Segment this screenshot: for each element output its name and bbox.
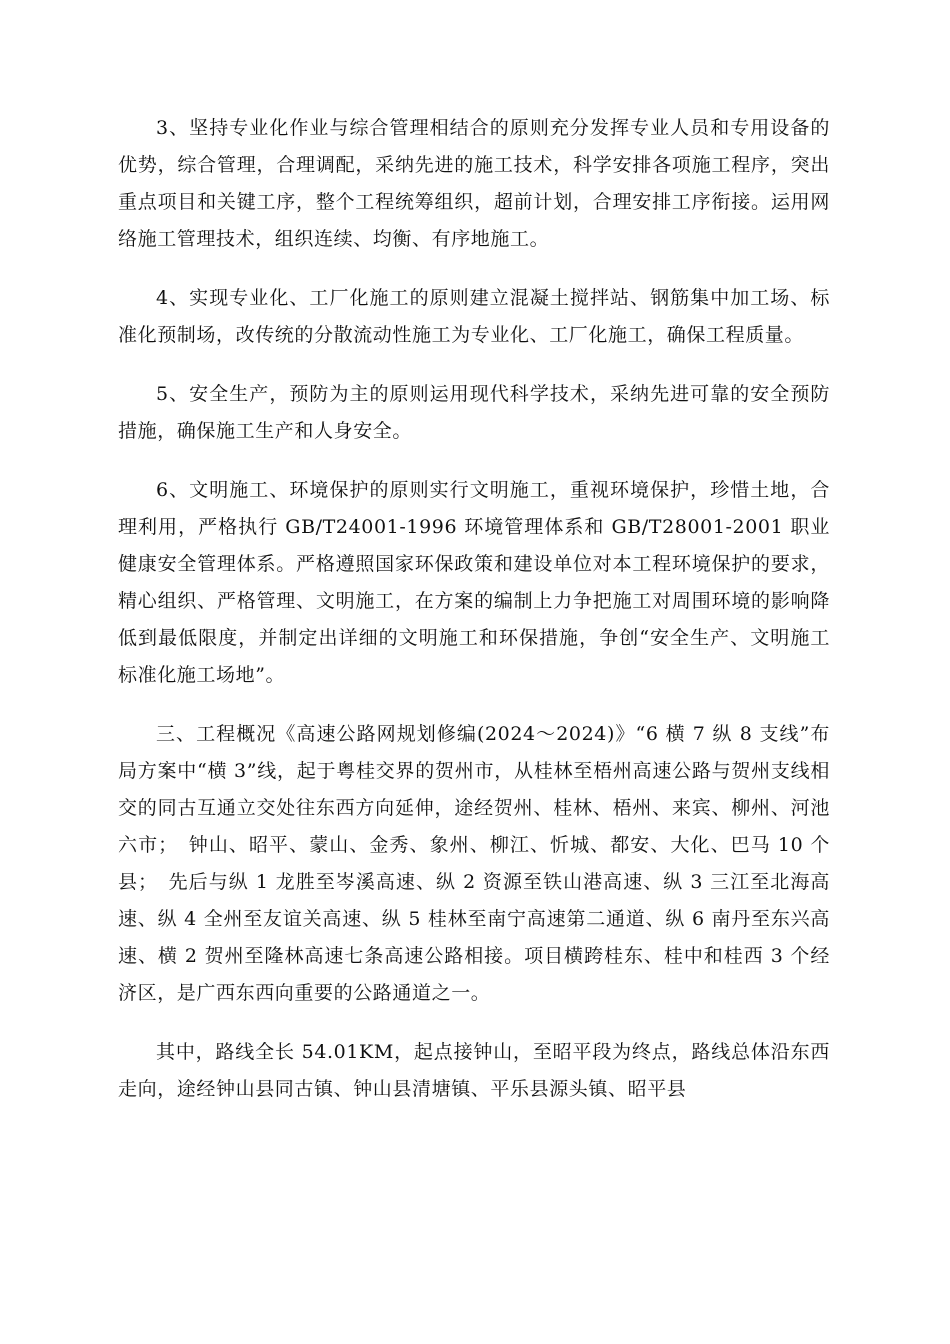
paragraph-principle-3: 3、坚持专业化作业与综合管理相结合的原则充分发挥专业人员和专用设备的优势，综合管理，合理调配，采纳先进的施工技术，科学安排各项施工程序，突出重点项目和关键工序，整个工程统筹组织，超前计划，合理安排工序衔接。运用网络施工管理技术，组织连续、均衡、有序地施工。 bbox=[118, 117, 830, 250]
paragraph-principle-5: 5、安全生产，预防为主的原则运用现代科学技术，采纳先进可靠的安全预防措施，确保施工生产和人身安全。 bbox=[118, 383, 830, 442]
paragraph-principle-4: 4、实现专业化、工厂化施工的原则建立混凝土搅拌站、钢筋集中加工场、标准化预制场，改传统的分散流动性施工为专业化、工厂化施工，确保工程质量。 bbox=[118, 287, 830, 346]
document-body bbox=[118, 110, 830, 1130]
paragraph-project-overview: 三、工程概况《高速公路网规划修编(2024～2024)》“6 横 7 纵 8 支线”布局方案中“横 3”线，起于粤桂交界的贺州市，从桂林至梧州高速公路与贺州支线相交的同古互通立交处往东西方向延伸，途经贺州、桂林、梧州、来宾、柳州、河池六市； 钟山、昭平、蒙山、金秀、象州、柳江、忻城、都安、大化、巴马 10 个县； 先后与纵 1 龙胜至岑溪高速、纵 2 资源至铁山港高速、纵 3 三江至北海高速、纵 4 全州至友谊关高速、纵 5 桂林至南宁高速第二通道、纵 6 南丹至东兴高速、横 2 贺州至隆林高速七条高速公路相接。项目横跨桂东、桂中和桂西 3 个经济区，是广西东西向重要的公路通道之一。 bbox=[118, 723, 830, 1004]
paragraph-principle-6: 6、文明施工、环境保护的原则实行文明施工，重视环境保护，珍惜土地，合理利用，严格执行 GB/T24001-1996 环境管理体系和 GB/T28001-2001 职业健康安全管理体系。严格遵照国家环保政策和建设单位对本工程环境保护的要求，精心组织、严格管理、文明施工，在方案的编制上力争把施工对周围环境的影响降低到最低限度，并制定出详细的文明施工和环保措施，争创“安全生产、文明施工标准化施工场地”。 bbox=[118, 479, 830, 686]
paragraph-route-description: 其中，路线全长 54.01KM，起点接钟山，至昭平段为终点，路线总体沿东西走向，途经钟山县同古镇、钟山县清塘镇、平乐县源头镇、昭平县 bbox=[118, 1041, 830, 1100]
